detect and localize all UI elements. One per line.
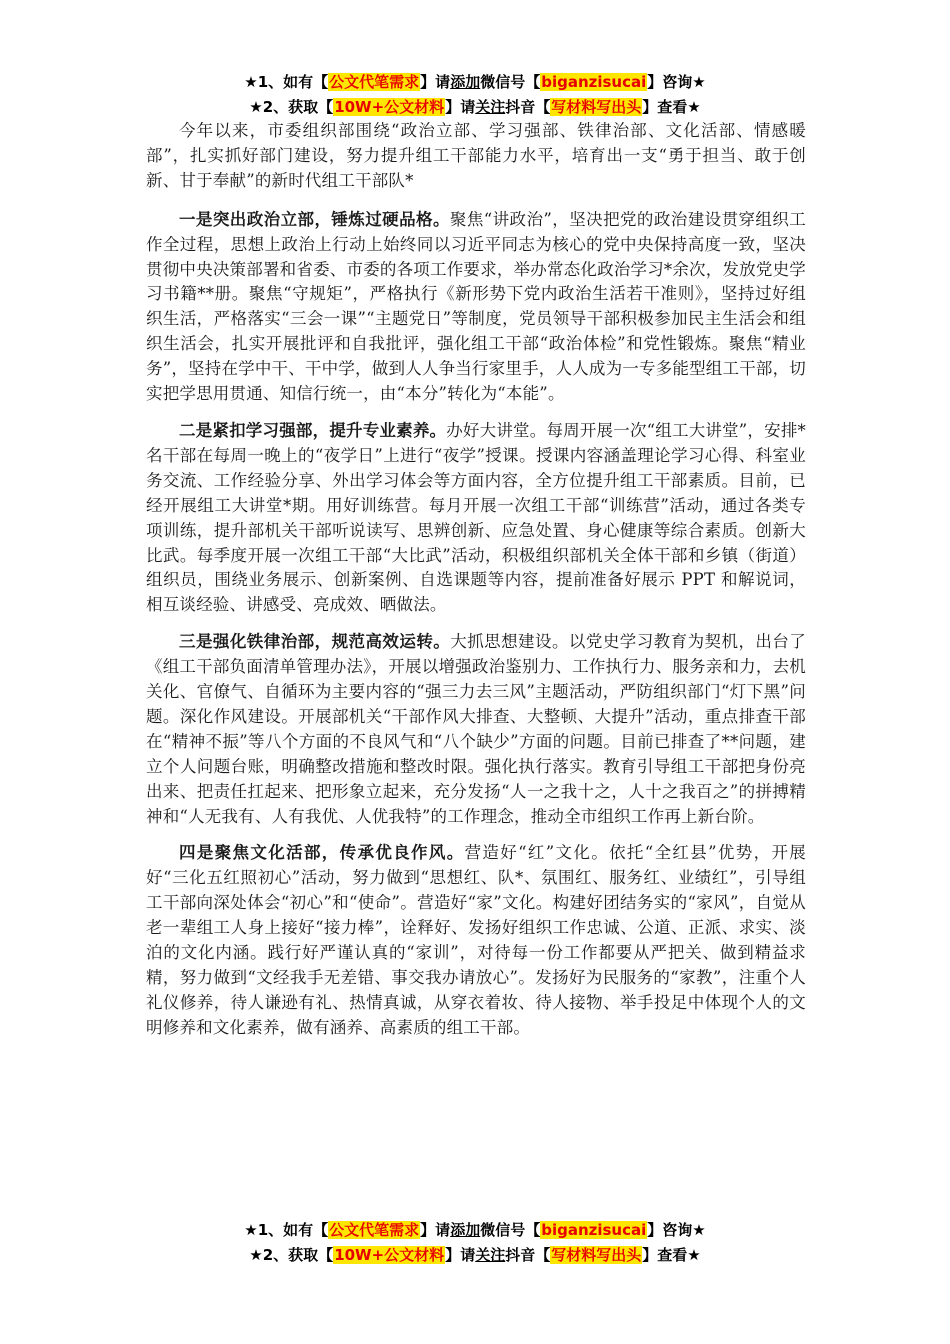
promo-text: 】请 xyxy=(420,73,451,91)
article-body xyxy=(146,119,806,1053)
section-text-2: 办好大讲堂。每周开展一次“组工大讲堂”，安排*名干部在每周一晚上的“夜学日”上进行“夜学”授课。授课内容涵盖理论学习心得、科室业务交流、工作经验分享、外出学习体会等方面内容，全方位提升组工干部素质。目前，已经开展组工大讲堂*期。用好训练营。每月开展一次组工干部“训练营”活动，通过各类专项训练，提升部机关干部听说读写、思辨创新、应急处置、身心健康等综合素质。创新大比武。每季度开展一次组工干部“大比武”活动，积极组织部机关全体干部和乡镇（街道）组织员，围绕业务展示、创新案例、自选课题等内容，提前准备好展示 PPT 和解说词，相互谈经验、讲感受、亮成效、晒做法。 xyxy=(146,420,806,615)
promo-text: 】请 xyxy=(420,1221,451,1239)
promo-douyin-id: 写材料写出头 xyxy=(551,1246,642,1264)
promo-text: 】查看★ xyxy=(642,98,701,116)
section-paragraph-3 xyxy=(146,630,806,829)
section-heading-4: 四是聚焦文化活部，传承优良作风。 xyxy=(179,843,465,863)
promo-text: 】请 xyxy=(445,98,476,116)
promo-text: ★1、如有【 xyxy=(244,1221,329,1239)
promo-line-2 xyxy=(0,1243,950,1268)
intro-paragraph: 今年以来，市委组织部围绕“政治立部、学习强部、铁律治部、文化活部、情感暖部”，扎实抓好部门建设，努力提升组工干部能力水平，培育出一支“勇于担当、敢于创新、甘于奉献”的新时代组工干部队* xyxy=(146,121,806,190)
promo-text: ★2、获取【 xyxy=(249,1246,334,1264)
section-paragraph-4 xyxy=(146,841,806,1040)
promo-banner-bottom xyxy=(0,1218,950,1268)
promo-text: 】查看★ xyxy=(642,1246,701,1264)
section-paragraph-2 xyxy=(146,419,806,618)
promo-text: ★2、获取【 xyxy=(249,98,334,116)
promo-text: 微信号【 xyxy=(480,1221,541,1239)
section-heading-2: 二是紧扣学习强部，提升专业素养。 xyxy=(179,420,447,440)
promo-banner-top xyxy=(0,70,950,120)
promo-emphasis: 添加 xyxy=(450,73,481,91)
promo-text: 微信号【 xyxy=(480,73,541,91)
promo-highlight: 公文代笔需求 xyxy=(329,73,420,91)
promo-text: 】咨询★ xyxy=(647,73,706,91)
promo-emphasis: 关注 xyxy=(475,1246,506,1264)
promo-highlight: 公文代笔需求 xyxy=(329,1221,420,1239)
promo-emphasis: 添加 xyxy=(450,1221,481,1239)
promo-line-1 xyxy=(0,70,950,95)
promo-line-2 xyxy=(0,95,950,120)
section-heading-1: 一是突出政治立部，锤炼过硬品格。 xyxy=(179,209,450,229)
promo-text: 】咨询★ xyxy=(647,1221,706,1239)
section-text-3: 大抓思想建设。以党史学习教育为契机，出台了《组工干部负面清单管理办法》，开展以增强政治鉴别力、工作执行力、服务亲和力，去机关化、官僚气、自循环为主要内容的“强三力去三风”主题活动，严防组织部门“灯下黑”问题。深化作风建设。开展部机关“干部作风大排查、大整顿、大提升”活动，重点排查干部在“精神不振”等八个方面的不良风气和“八个缺少”方面的问题。目前已排查了**问题，建立个人问题台账，明确整改措施和整改时限。强化执行落实。教育引导组工干部把身份亮出来、把责任扛起来、把形象立起来，充分发扬“人一之我十之，人十之我百之”的拼搏精神和“人无我有、人有我优、人优我特”的工作理念，推动全市组织工作再上新台阶。 xyxy=(146,632,807,826)
promo-highlight: 10W+公文材料 xyxy=(334,98,445,116)
promo-text: 抖音【 xyxy=(505,98,551,116)
section-heading-3: 三是强化铁律治部，规范高效运转。 xyxy=(179,632,451,652)
promo-text: ★1、如有【 xyxy=(244,73,329,91)
promo-text: 】请 xyxy=(445,1246,476,1264)
promo-douyin-id: 写材料写出头 xyxy=(551,98,642,116)
section-text-1: 聚焦“讲政治”，坚决把党的政治建设贯穿组织工作全过程，思想上政治上行动上始终同以习近平同志为核心的党中央保持高度一致，坚决贯彻中央决策部署和省委、市委的各项工作要求，举办常态化政治学习*余次，发放党史学习书籍**册。聚焦“守规矩”，严格执行《新形势下党内政治生活若干准则》，坚持过好组织生活，严格落实“三会一课”“主题党日”等制度，党员领导干部积极参加民主生活会和组织生活会，扎实开展批评和自我批评，强化组工干部“政治体检”和党性锻炼。聚焦“精业务”，坚持在学中干、干中学，做到人人争当行家里手，人人成为一专多能型组工干部，切实把学思用贯通、知信行统一，由“本分”转化为“本能”。 xyxy=(146,209,806,404)
promo-highlight: 10W+公文材料 xyxy=(334,1246,445,1264)
promo-text: 抖音【 xyxy=(505,1246,551,1264)
section-paragraph-1 xyxy=(146,208,806,407)
section-text-4: 营造好“红”文化。依托“全红县”优势，开展好“三化五红照初心”活动，努力做到“思想红、队*、氛围红、服务红、业绩红”，引导组工干部向深处体会“初心”和“使命”。营造好“家”文化。构建好团结务实的“家风”，自觉从老一辈组工人身上接好“接力棒”，诠释好、发扬好组织工作忠诚、公道、正派、求实、淡泊的文化内涵。践行好严谨认真的“家训”，对待每一份工作都要从严把关、做到精益求精，努力做到“文经我手无差错、事交我办请放心”。发扬好为民服务的“家教”，注重个人礼仪修养，待人谦逊有礼、热情真诚，从穿衣着妆、待人接物、举手投足中体现个人的文明修养和文化素养，做有涵养、高素质的组工干部。 xyxy=(146,843,806,1037)
promo-emphasis: 关注 xyxy=(475,98,506,116)
promo-line-1 xyxy=(0,1218,950,1243)
promo-wechat-id: biganzisucai xyxy=(541,73,647,91)
promo-wechat-id: biganzisucai xyxy=(541,1221,647,1239)
